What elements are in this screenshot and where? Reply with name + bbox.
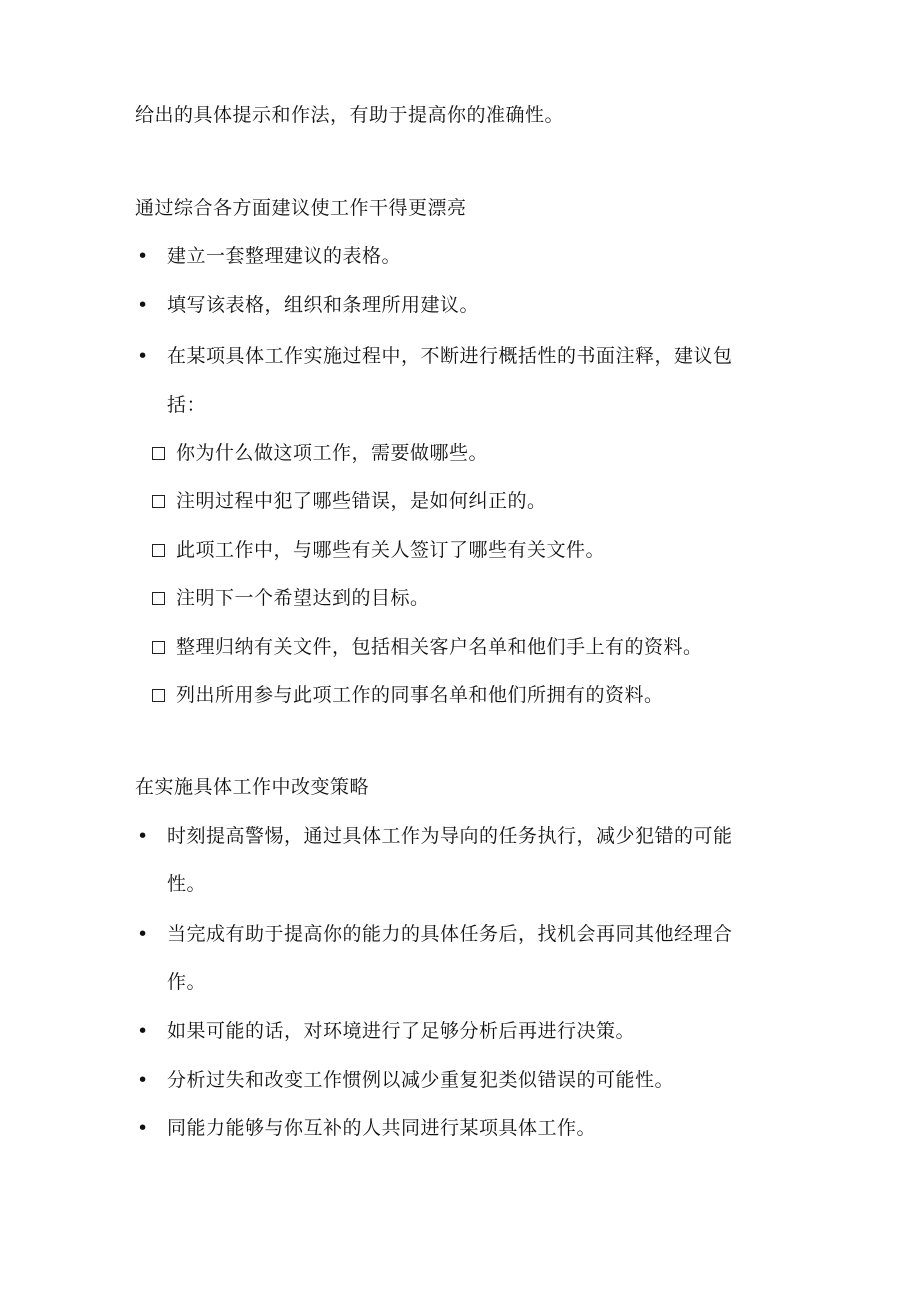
- checklist-item-4: 注明下一个希望达到的目标。: [176, 587, 430, 609]
- section1-bullet-3-continuation: 括：: [167, 394, 207, 416]
- checkbox-icon: [152, 689, 165, 702]
- section2-bullet-5: 同能力能够与你互补的人共同进行某项具体工作。: [167, 1117, 597, 1139]
- section1-bullet-2: 填写该表格，组织和条理所用建议。: [167, 294, 480, 316]
- section2-bullet-2-continuation: 作。: [167, 971, 207, 993]
- section2-heading: 在实施具体工作中改变策略: [135, 776, 370, 798]
- checklist-item-1: 你为什么做这项工作，需要做哪些。: [176, 442, 489, 464]
- section2-bullet-4: 分析过失和改变工作惯例以减少重复犯类似错误的可能性。: [167, 1069, 675, 1091]
- bullet-marker: •: [137, 1069, 149, 1091]
- checklist-item-2: 注明过程中犯了哪些错误，是如何纠正的。: [176, 490, 547, 512]
- section1-bullet-1: 建立一套整理建议的表格。: [167, 245, 402, 267]
- section2-bullet-1: 时刻提高警惕，通过具体工作为导向的任务执行，减少犯错的可能: [167, 825, 733, 847]
- bullet-marker: •: [137, 1117, 149, 1139]
- section1-heading: 通过综合各方面建议使工作干得更漂亮: [135, 197, 467, 219]
- bullet-marker: •: [137, 345, 149, 367]
- checklist-item-5: 整理归纳有关文件，包括相关客户名单和他们手上有的资料。: [176, 636, 703, 658]
- bullet-marker: •: [137, 245, 149, 267]
- section1-bullet-3: 在某项具体工作实施过程中，不断进行概括性的书面注释，建议包: [167, 345, 733, 367]
- section2-bullet-1-continuation: 性。: [167, 873, 207, 895]
- checklist-item-6: 列出所用参与此项工作的同事名单和他们所拥有的资料。: [176, 684, 664, 706]
- intro-line: 给出的具体提示和作法，有助于提高你的准确性。: [135, 104, 565, 126]
- checkbox-icon: [152, 592, 165, 605]
- checklist-item-3: 此项工作中，与哪些有关人签订了哪些有关文件。: [176, 539, 606, 561]
- bullet-marker: •: [137, 923, 149, 945]
- section2-bullet-3: 如果可能的话，对环境进行了足够分析后再进行决策。: [167, 1020, 636, 1042]
- bullet-marker: •: [137, 1020, 149, 1042]
- section2-bullet-2: 当完成有助于提高你的能力的具体任务后，找机会再同其他经理合: [167, 923, 733, 945]
- bullet-marker: •: [137, 825, 149, 847]
- checkbox-icon: [152, 447, 165, 460]
- checkbox-icon: [152, 641, 165, 654]
- checkbox-icon: [152, 495, 165, 508]
- checkbox-icon: [152, 544, 165, 557]
- bullet-marker: •: [137, 294, 149, 316]
